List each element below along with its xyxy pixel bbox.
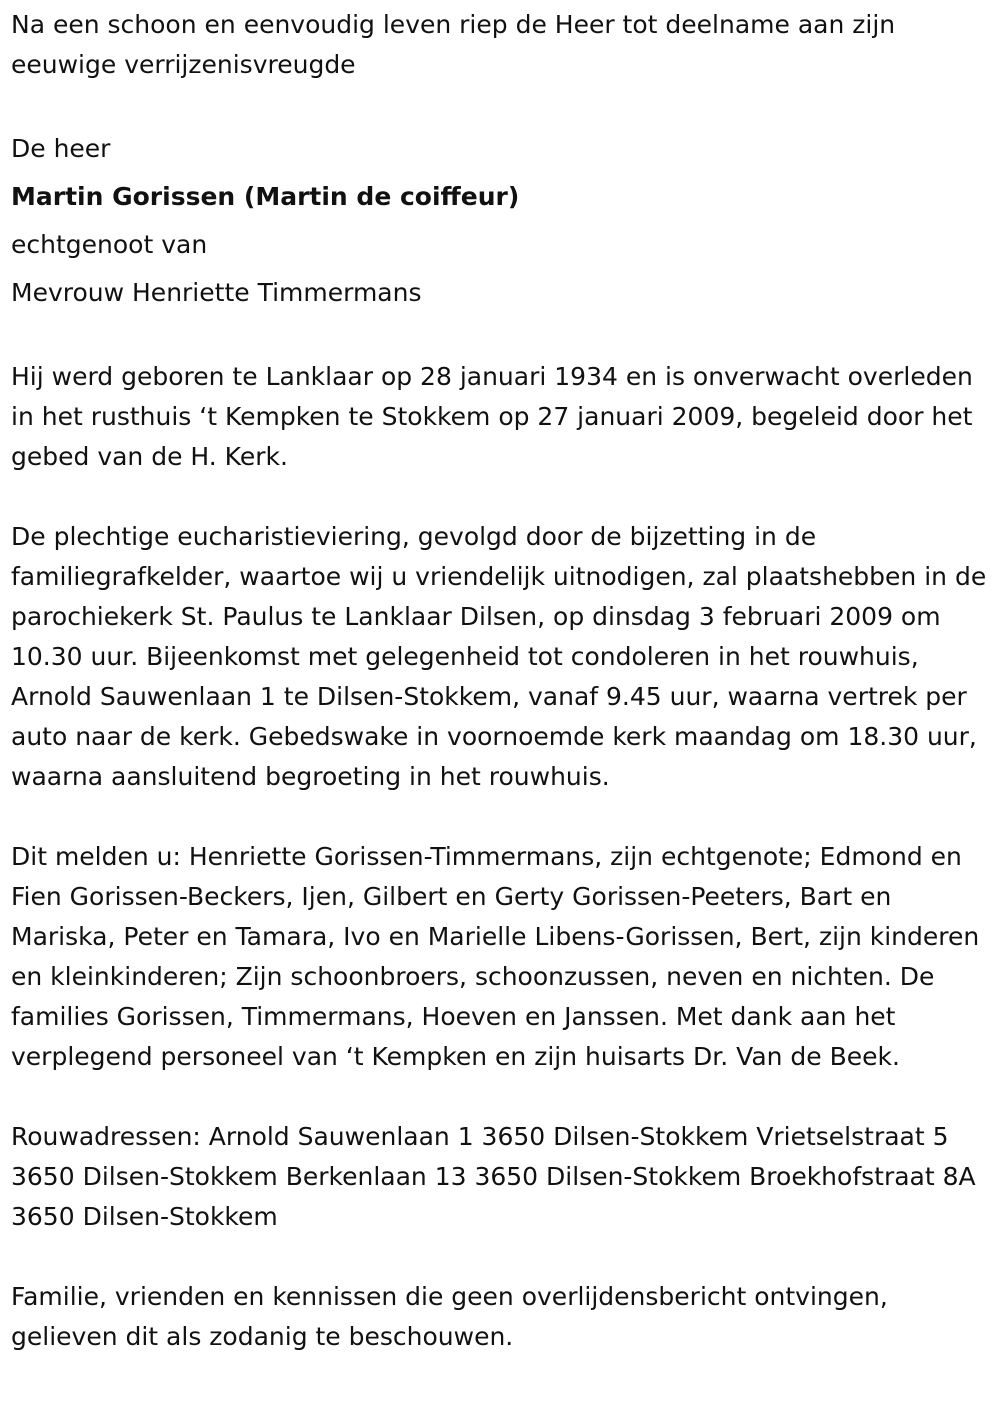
addresses-paragraph: Rouwadressen: Arnold Sauwenlaan 1 3650 Dilsen-Stokkem Vrietselstraat 5 3650 Dilsen-Stokkem Berkenlaan 13 3650 Dilsen-Stokkem Broekhofstraat 8A 3650 Dilsen-Stokkem xyxy=(11,1122,976,1231)
spacer xyxy=(11,317,993,357)
intro-text: Na een schoon en eenvoudig leven riep de Heer tot deelname aan zijn eeuwige verrijzenisvreugde xyxy=(11,10,896,79)
spouse-name: Mevrouw Henriette Timmermans xyxy=(11,278,422,307)
relation-text: echtgenoot van xyxy=(11,230,208,259)
announcers-paragraph: Dit melden u: Henriette Gorissen-Timmermans, zijn echtgenote; Edmond en Fien Gorissen-Beckers, Ijen, Gilbert en Gerty Gorissen-Peeters, Bart en Mariska, Peter en Tamara, Ivo en Marielle Libens-Gorissen, Bert, zijn kinderen en kleinkinderen; Zijn schoonbroers, schoonzussen, neven en nichten. De families Gorissen, Timmermans, Hoeven en Janssen. Met dank aan het verplegend personeel van ‘t Kempken en zijn huisarts Dr. Van de Beek. xyxy=(11,842,980,1071)
spacer xyxy=(11,1077,993,1117)
deceased-name: Martin Gorissen (Martin de coiffeur) xyxy=(11,182,520,211)
salutation: De heer xyxy=(11,134,111,163)
spacer xyxy=(11,1237,993,1277)
obituary-notice xyxy=(11,5,993,1357)
spacer xyxy=(11,477,993,517)
birth-death-paragraph: Hij werd geboren te Lanklaar op 28 januari 1934 en is onverwacht overleden in het rusthuis ‘t Kempken te Stokkem op 27 januari 2009, begeleid door het gebed van de H. Kerk. xyxy=(11,362,973,471)
spacer xyxy=(11,797,993,837)
closing-paragraph: Familie, vrienden en kennissen die geen overlijdensbericht ontvingen, gelieven dit als zodanig te beschouwen. xyxy=(11,1282,888,1351)
spacer xyxy=(11,85,993,125)
ceremony-paragraph: De plechtige eucharistieviering, gevolgd door de bijzetting in de familiegrafkelder, waartoe wij u vriendelijk uitnodigen, zal plaatshebben in de parochiekerk St. Paulus te Lanklaar Dilsen, op dinsdag 3 februari 2009 om 10.30 uur. Bijeenkomst met gelegenheid tot condoleren in het rouwhuis, Arnold Sauwenlaan 1 te Dilsen-Stokkem, vanaf 9.45 uur, waarna vertrek per auto naar de kerk. Gebedswake in voornoemde kerk maandag om 18.30 uur, waarna aansluitend begroeting in het rouwhuis. xyxy=(11,522,987,791)
